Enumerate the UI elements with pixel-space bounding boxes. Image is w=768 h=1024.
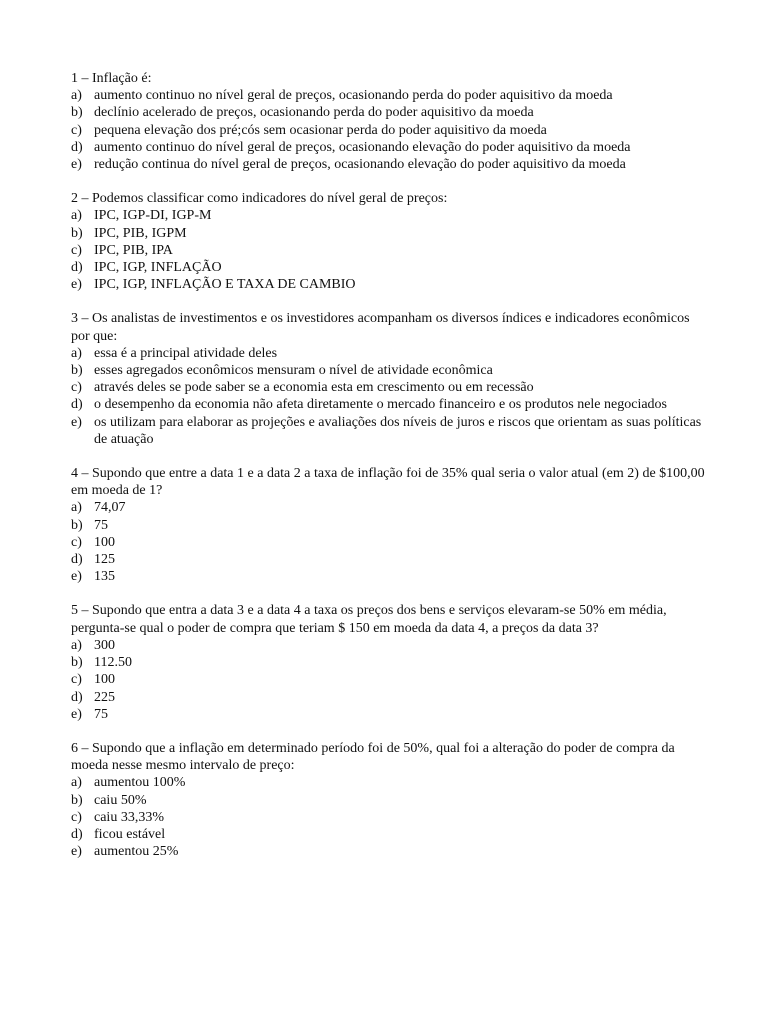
option-letter: d) bbox=[71, 397, 83, 413]
answer-option bbox=[71, 637, 711, 654]
option-letter: d) bbox=[71, 139, 83, 155]
option-text: IPC, IGP, INFLAÇÃO bbox=[94, 260, 222, 276]
option-text: IPC, PIB, IPA bbox=[94, 242, 173, 258]
option-letter: b) bbox=[71, 655, 83, 671]
question-text: 6 – Supondo que a inflação em determinado período foi de 50%, qual foi a alteração do poder de compra da moeda nesse mesmo intervalo de preço: bbox=[71, 740, 675, 774]
option-letter: c) bbox=[71, 122, 82, 138]
option-letter: c) bbox=[71, 809, 82, 825]
answer-option bbox=[71, 774, 711, 791]
question-text: 1 – Inflação é: bbox=[71, 71, 152, 86]
answer-options bbox=[71, 499, 711, 585]
answer-option bbox=[71, 259, 711, 276]
option-letter: b) bbox=[71, 792, 83, 808]
option-text: IPC, IGP, INFLAÇÃO E TAXA DE CAMBIO bbox=[94, 277, 356, 293]
option-text: caiu 50% bbox=[94, 792, 147, 808]
option-text: 75 bbox=[94, 517, 108, 533]
option-text: aumento continuo no nível geral de preços, ocasionando perda do poder aquisitivo da moeda bbox=[94, 88, 613, 104]
answer-option bbox=[71, 826, 711, 843]
answer-option bbox=[71, 362, 711, 379]
option-text: 100 bbox=[94, 672, 115, 688]
option-letter: e) bbox=[71, 277, 82, 293]
question-text: 5 – Supondo que entra a data 3 e a data 4 a taxa os preços dos bens e serviços elevaram-se 50% em média, pergunta-se qual o poder de compra que teriam $ 150 em moeda da data 4, a preços da data 3? bbox=[71, 603, 667, 636]
option-letter: c) bbox=[71, 380, 82, 396]
option-letter: e) bbox=[71, 157, 82, 173]
option-text: 135 bbox=[94, 569, 115, 585]
option-text: caiu 33,33% bbox=[94, 809, 164, 825]
answer-option bbox=[71, 551, 711, 568]
question-text: 3 – Os analistas de investimentos e os investidores acompanham os diversos índices e indicadores econômicos por que: bbox=[71, 311, 690, 344]
answer-option bbox=[71, 345, 711, 362]
option-text: IPC, IGP-DI, IGP-M bbox=[94, 208, 212, 224]
option-letter: a) bbox=[71, 637, 82, 653]
question-text: 4 – Supondo que entre a data 1 e a data 2 a taxa de inflação foi de 35% qual seria o valor atual (em 2) de $100,00 em moeda de 1? bbox=[71, 466, 705, 499]
question-block bbox=[71, 70, 711, 173]
option-text: redução continua do nível geral de preços, ocasionando elevação do poder aquisitivo da moeda bbox=[94, 157, 626, 173]
option-text: 75 bbox=[94, 706, 108, 722]
question-block bbox=[71, 740, 711, 860]
answer-option bbox=[71, 207, 711, 224]
option-letter: a) bbox=[71, 500, 82, 516]
answer-option bbox=[71, 139, 711, 156]
option-letter: d) bbox=[71, 826, 83, 842]
question-list bbox=[71, 70, 711, 877]
option-letter: b) bbox=[71, 517, 83, 533]
question-block bbox=[71, 310, 711, 448]
option-text: 74,07 bbox=[94, 500, 126, 516]
option-letter: a) bbox=[71, 208, 82, 224]
answer-option bbox=[71, 689, 711, 706]
option-text: aumento continuo do nível geral de preços, ocasionando elevação do poder aquisitivo da moeda bbox=[94, 139, 631, 155]
answer-options bbox=[71, 637, 711, 723]
answer-option bbox=[71, 396, 711, 413]
option-text: aumentou 25% bbox=[94, 844, 179, 860]
option-text: aumentou 100% bbox=[94, 775, 186, 791]
answer-option bbox=[71, 87, 711, 104]
option-text: através deles se pode saber se a economia esta em crescimento ou em recessão bbox=[94, 380, 534, 396]
answer-options bbox=[71, 87, 711, 173]
question-block bbox=[71, 602, 711, 722]
option-letter: b) bbox=[71, 225, 83, 241]
option-letter: d) bbox=[71, 260, 83, 276]
answer-option bbox=[71, 104, 711, 121]
option-letter: a) bbox=[71, 775, 82, 791]
option-text: 125 bbox=[94, 552, 115, 568]
answer-option bbox=[71, 379, 711, 396]
answer-option bbox=[71, 414, 711, 448]
option-text: 225 bbox=[94, 689, 115, 705]
option-text: os utilizam para elaborar as projeções e avaliações dos níveis de juros e riscos que orientam as suas políticas de atuação bbox=[94, 414, 702, 447]
option-text: 100 bbox=[94, 534, 115, 550]
option-letter: d) bbox=[71, 689, 83, 705]
answer-option bbox=[71, 654, 711, 671]
option-text: ficou estável bbox=[94, 826, 166, 842]
question-block bbox=[71, 190, 711, 293]
question-block bbox=[71, 465, 711, 585]
option-letter: c) bbox=[71, 534, 82, 550]
answer-option bbox=[71, 706, 711, 723]
option-text: 112.50 bbox=[94, 655, 132, 671]
option-letter: e) bbox=[71, 414, 82, 430]
option-letter: e) bbox=[71, 844, 82, 860]
answer-option bbox=[71, 242, 711, 259]
option-letter: c) bbox=[71, 242, 82, 258]
option-text: IPC, PIB, IGPM bbox=[94, 225, 187, 241]
answer-option bbox=[71, 517, 711, 534]
option-text: 300 bbox=[94, 637, 115, 653]
option-letter: d) bbox=[71, 552, 83, 568]
option-text: o desempenho da economia não afeta diretamente o mercado financeiro e os produtos nele negociados bbox=[94, 397, 667, 413]
option-text: declínio acelerado de preços, ocasionando perda do poder aquisitivo da moeda bbox=[94, 105, 534, 121]
answer-option bbox=[71, 671, 711, 688]
answer-option bbox=[71, 156, 711, 173]
option-letter: e) bbox=[71, 569, 82, 585]
answer-option bbox=[71, 276, 711, 293]
answer-options bbox=[71, 207, 711, 293]
option-letter: e) bbox=[71, 706, 82, 722]
answer-option bbox=[71, 225, 711, 242]
answer-option bbox=[71, 534, 711, 551]
option-text: esses agregados econômicos mensuram o nível de atividade econômica bbox=[94, 363, 493, 379]
question-text: 2 – Podemos classificar como indicadores do nível geral de preços: bbox=[71, 191, 448, 207]
answer-option bbox=[71, 499, 711, 516]
option-letter: c) bbox=[71, 672, 82, 688]
option-letter: b) bbox=[71, 363, 83, 379]
answer-option bbox=[71, 122, 711, 139]
answer-options bbox=[71, 774, 711, 860]
answer-option bbox=[71, 843, 711, 860]
answer-options bbox=[71, 345, 711, 448]
answer-option bbox=[71, 809, 711, 826]
option-letter: a) bbox=[71, 88, 82, 104]
option-letter: a) bbox=[71, 345, 82, 361]
answer-option bbox=[71, 568, 711, 585]
option-text: pequena elevação dos pré;cós sem ocasionar perda do poder aquisitivo da moeda bbox=[94, 122, 547, 138]
option-letter: b) bbox=[71, 105, 83, 121]
option-text: essa é a principal atividade deles bbox=[94, 345, 278, 361]
answer-option bbox=[71, 792, 711, 809]
